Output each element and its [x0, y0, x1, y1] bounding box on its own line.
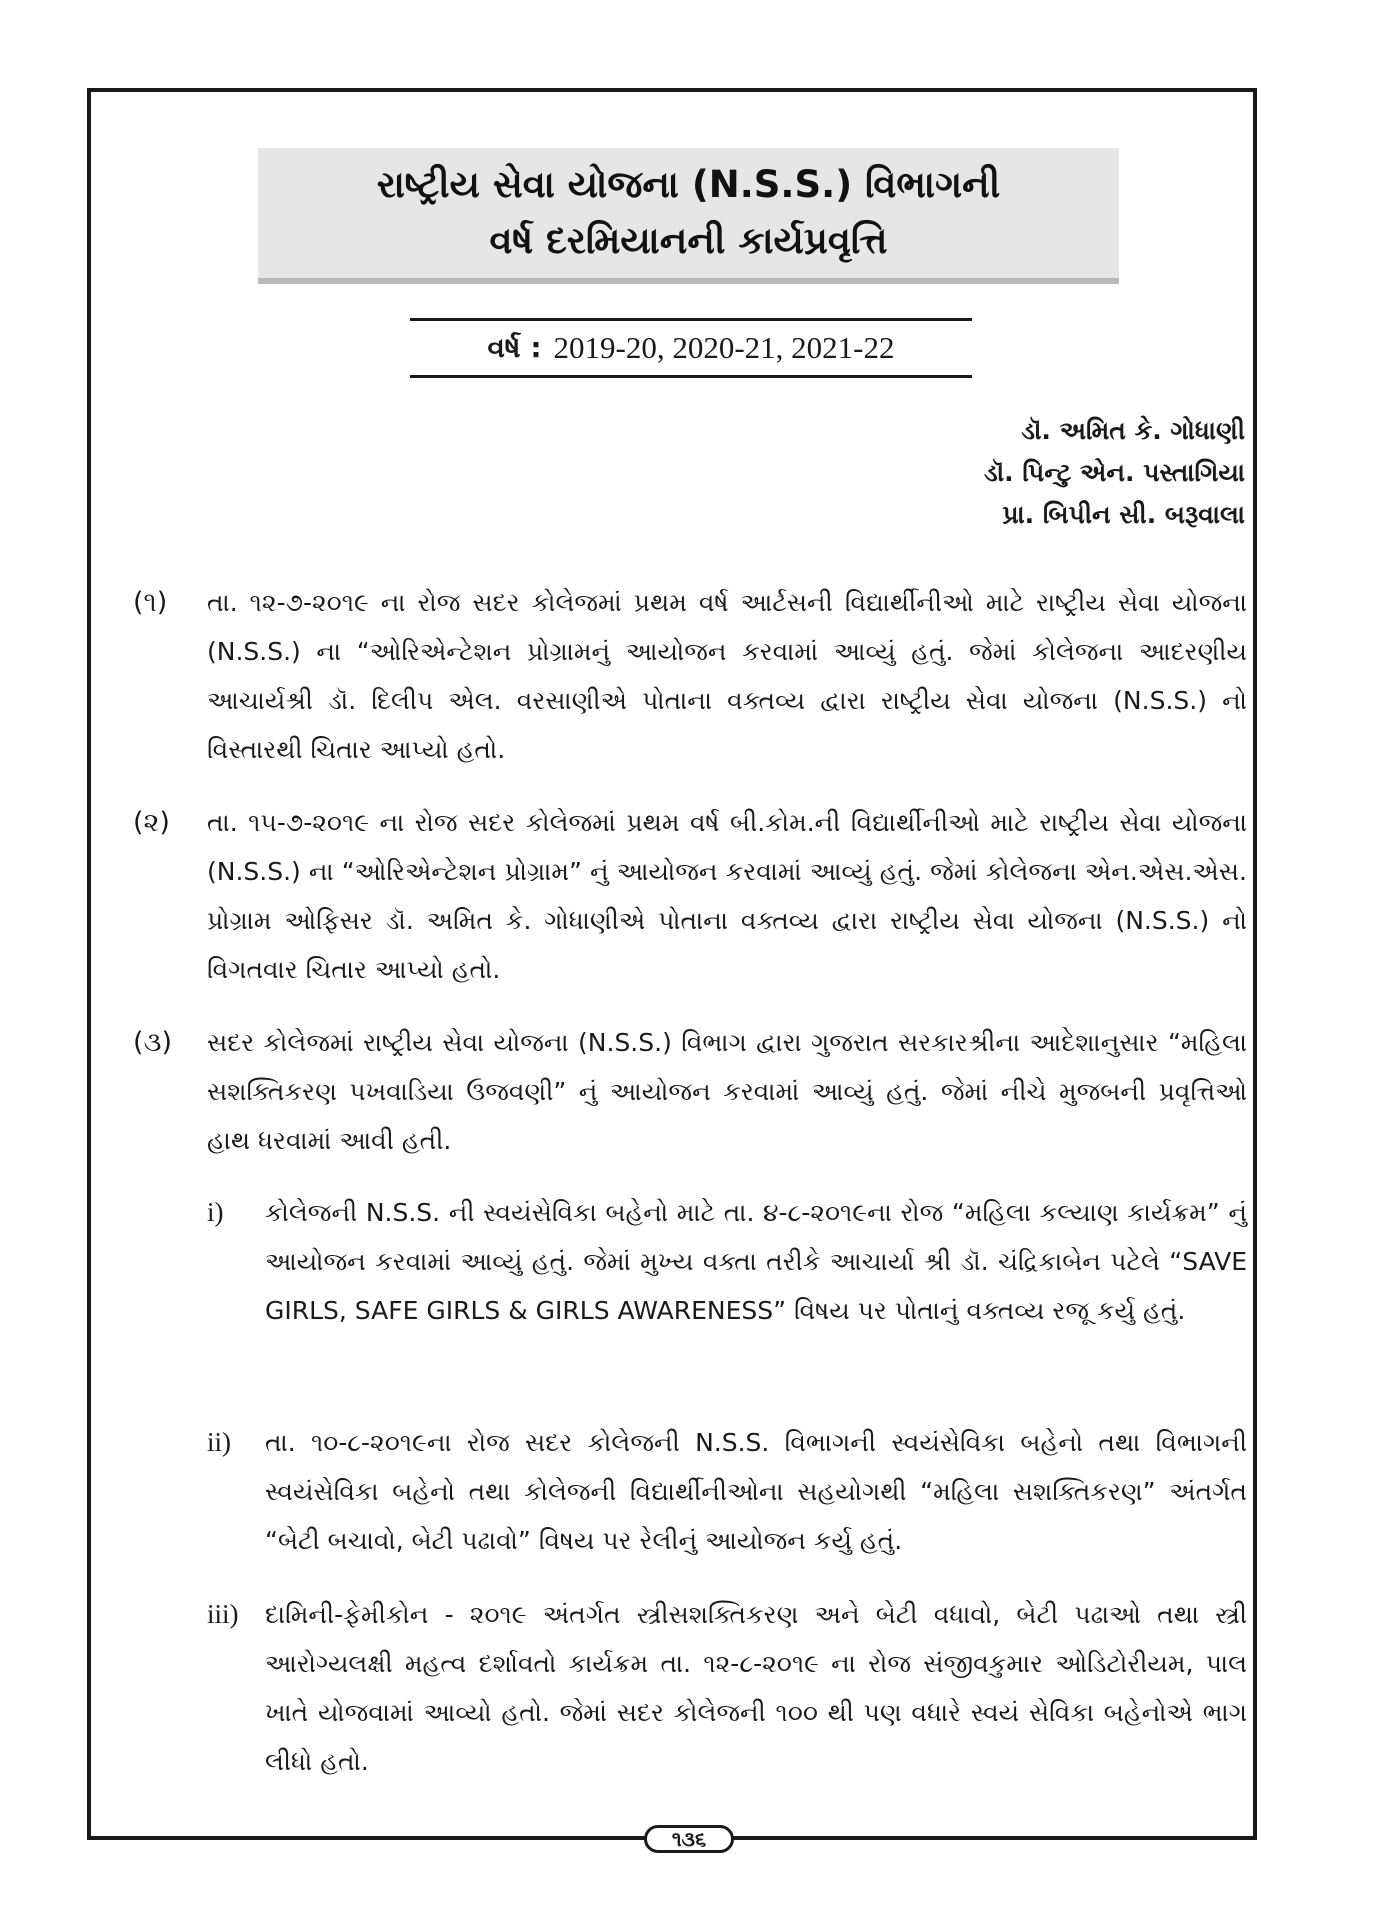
- subitem-iii-marker: iii): [207, 1599, 239, 1629]
- subitem-i-marker: i): [207, 1197, 224, 1227]
- year-row: [410, 318, 972, 378]
- title-line-2: વર્ષ દરમિયાનની કાર્યપ્રવૃત્તિ: [489, 219, 888, 262]
- page-number: ૧૩૬: [644, 1825, 734, 1853]
- year-label: વર્ષ :: [487, 331, 542, 364]
- subitem-ii-marker: ii): [207, 1427, 231, 1457]
- item-2-text: તા. ૧૫-૭-૨૦૧૯ ના રોજ સદર કોલેજમાં પ્રથમ વર્ષ બી.કોમ.ની વિદ્યાર્થીનીઓ માટે રાષ્ટ્રીય સેવા યોજના (N.S.S.) ના “ઓરિએન્ટેશન પ્રોગ્રામ” નું આયોજન કરવામાં આવ્યું હતું. જેમાં કોલેજના એન.એસ.એસ. પ્રોગ્રામ ઓફિસર ડૉ. અમિત કે. ગોધાણીએ પોતાના વક્તવ્ય દ્વારા રાષ્ટ્રીય સેવા યોજના (N.S.S.) નો વિગતવાર ચિતાર આપ્યો હતો.: [207, 808, 1247, 984]
- title-box: [258, 148, 1119, 284]
- subitem-iii-text: દામિની-ફેમીકોન - ૨૦૧૯ અંતર્ગત સ્ત્રીસશક્તિકરણ અને બેટી વધાવો, બેટી પઢાઓ તથા સ્ત્રી આરોગ્યલક્ષી મહત્વ દર્શાવતો કાર્યક્રમ તા. ૧૨-૮-૨૦૧૯ ના રોજ સંજીવકુમાર ઓડિટોરીયમ, પાલ ખાતે યોજવામાં આવ્યો હતો. જેમાં સદર કોલેજની ૧૦૦ થી પણ વધારે સ્વયં સેવિકા બહેનોએ ભાગ લીધો હતો.: [265, 1600, 1247, 1776]
- year-value: 2019-20, 2020-21, 2021-22: [553, 330, 895, 365]
- item-2-marker: (૨): [133, 807, 170, 838]
- item-3-marker: (૩): [133, 1027, 173, 1058]
- subitem-ii-text: તા. ૧૦-૮-૨૦૧૯ના રોજ સદર કોલેજની N.S.S. વિભાગની સ્વયંસેવિકા બહેનો તથા વિભાગની સ્વયંસેવિકા બહેનો તથા કોલેજની વિદ્યાર્થીનીઓના સહયોગથી “મહિલા સશક્તિકરણ” અંતર્ગત “બેટી બચાવો, બેટી પઢાવો” વિષય પર રેલીનું આયોજન કર્યુ હતું.: [265, 1428, 1247, 1555]
- title-line-1: રાષ્ટ્રીય સેવા યોજના (N.S.S.) વિભાગની: [376, 163, 1001, 206]
- authors-block: [984, 410, 1245, 536]
- item-1-text: તા. ૧૨-૭-૨૦૧૯ ના રોજ સદર કોલેજમાં પ્રથમ વર્ષ આર્ટસની વિદ્યાર્થીનીઓ માટે રાષ્ટ્રીય સેવા યોજના (N.S.S.) ના “ઓરિએન્ટેશન પ્રોગ્રામનું આયોજન કરવામાં આવ્યું હતું. જેમાં કોલેજના આદરણીય આચાર્યશ્રી ડૉ. દિલીપ એલ. વરસાણીએ પોતાના વક્તવ્ય દ્વારા રાષ્ટ્રીય સેવા યોજના (N.S.S.) નો વિસ્તારથી ચિતાર આપ્યો હતો.: [207, 588, 1247, 764]
- item-3-text: સદર કોલેજમાં રાષ્ટ્રીય સેવા યોજના (N.S.S.) વિભાગ દ્વારા ગુજરાત સરકારશ્રીના આદેશાનુસાર “મહિલા સશક્તિકરણ પખવાડિયા ઉજવણી” નું આયોજન કરવામાં આવ્યું હતું. જેમાં નીચે મુજબની પ્રવૃત્તિઓ હાથ ધરવામાં આવી હતી.: [207, 1028, 1247, 1155]
- author-1: ડૉ. અમિત કે. ગોધાણી: [1021, 416, 1245, 445]
- author-2: ડૉ. પિન્ટુ એન. પસ્તાગિયા: [983, 458, 1245, 487]
- author-3: પ્રા. બિપીન સી. બરૂવાલા: [1002, 500, 1245, 529]
- subitem-i-text: કોલેજની N.S.S. ની સ્વયંસેવિકા બહેનો માટે તા. ૪-૮-૨૦૧૯ના રોજ “મહિલા કલ્યાણ કાર્યક્રમ” નું આયોજન કરવામાં આવ્યું હતું. જેમાં મુખ્ય વક્તા તરીકે આચાર્યા શ્રી ડૉ. ચંદ્રિકાબેન પટેલે “SAVE GIRLS, SAFE GIRLS & GIRLS AWARENESS” વિષય પર પોતાનું વક્તવ્ય રજૂ કર્યુ હતું.: [265, 1198, 1247, 1325]
- item-1-marker: (૧): [133, 587, 168, 618]
